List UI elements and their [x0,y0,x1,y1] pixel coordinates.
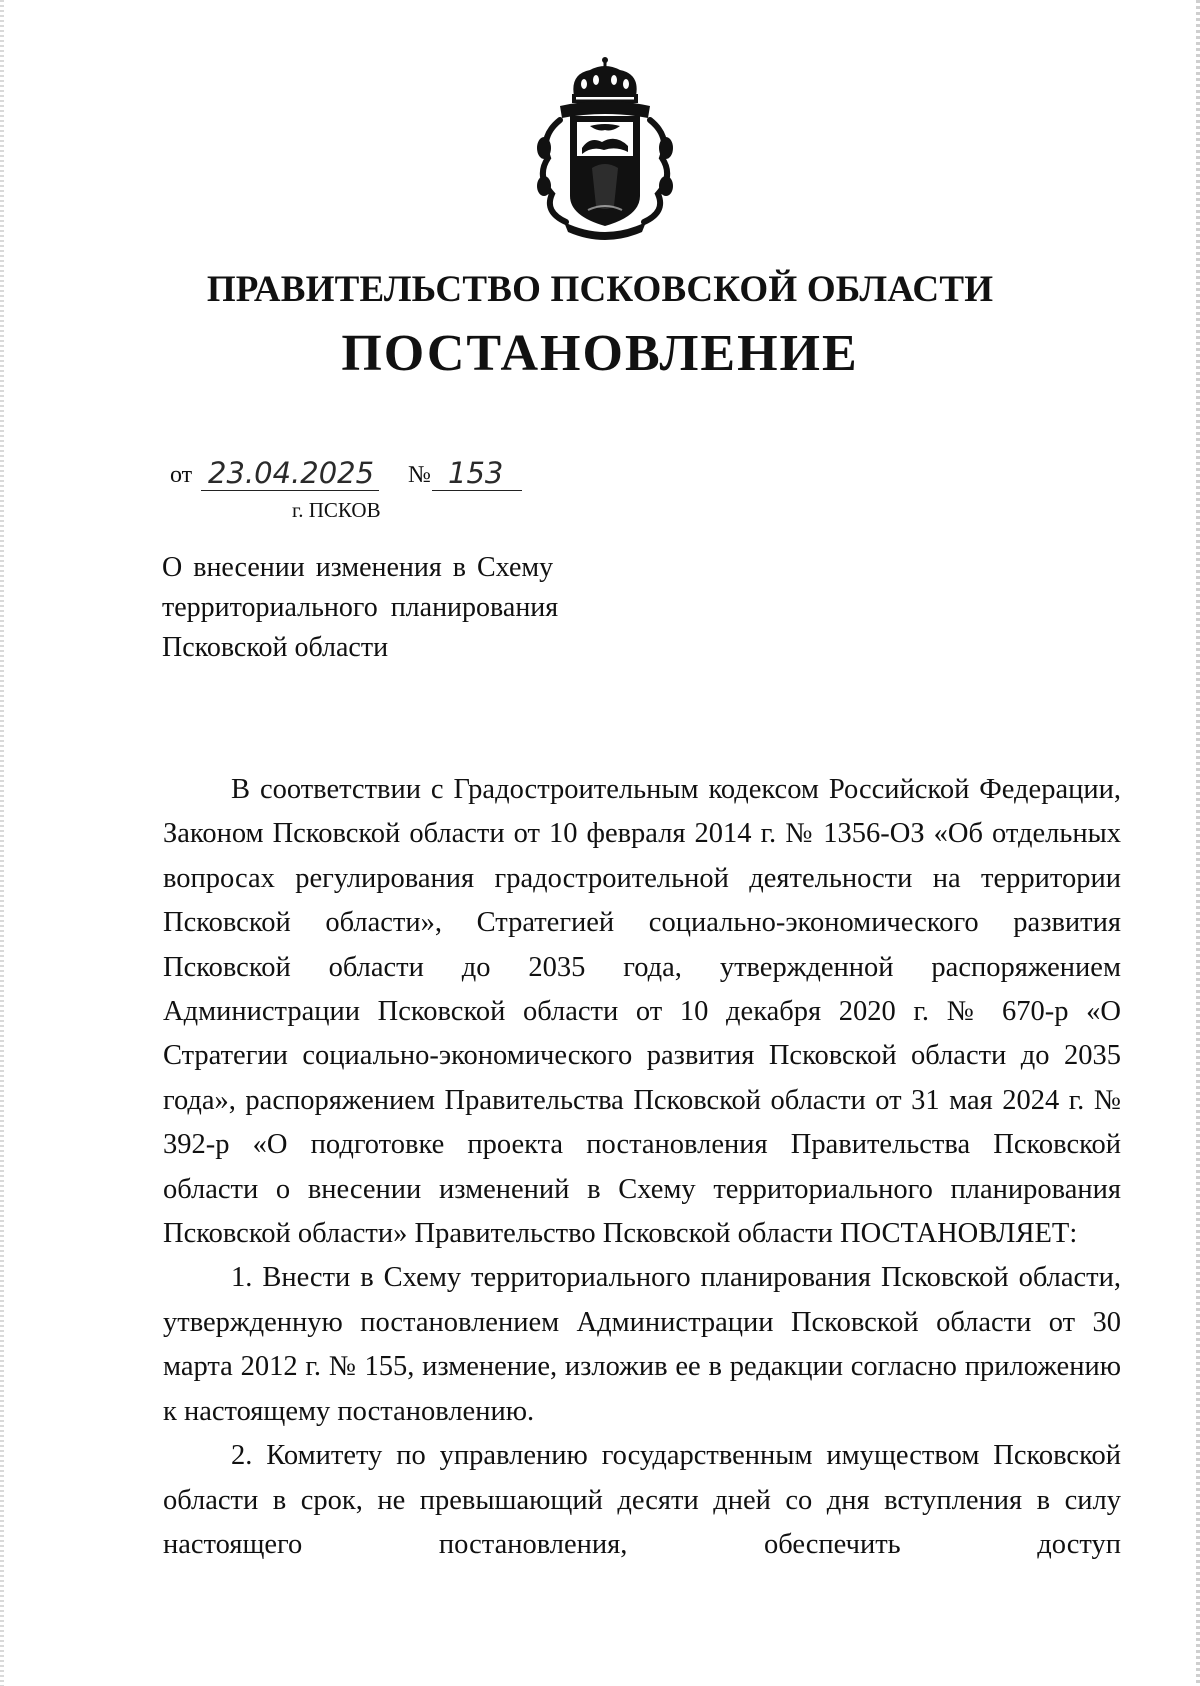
scan-edge-right [1196,0,1200,1686]
scan-edge-left [0,0,4,1686]
clause-1-paragraph: 1. Внести в Схему территориального планирования Псковской области, утвержденную постановлением Администрации Псковской области от 30 марта 2012 г. № 155, изменение, изложив ее в редакции согласно приложению к настоящему постановлению. [163,1262,1121,1427]
subject-line: территориального планирования [162,592,559,623]
document-body [163,768,1121,1567]
document-date: 23.04.2025 [208,456,375,490]
city-label: г. ПСКОВ [292,498,381,522]
intro-paragraph: В соответствии с Градостроительным кодексом Российской Федерации, Законом Псковской области от 10 февраля 2014 г. № 1356-ОЗ «Об отдельных вопросах регулирования градостроительной деятельности на территории Псковской области», Стратегией социально-экономического развития Псковской области до 2035 года, утвержденной распоряжением Администрации Псковской области от 10 декабря 2020 г. № 670-р «О Стратегии социально-экономического развития Псковской области до 2035 года», распоряжением Правительства Псковской области от 31 мая 2024 г. № 392-р «О подготовке проекта постановления Правительства Псковской области о внесении изменений в Схему территориального планирования Псковской области» Правительство Псковской области ПОСТАНОВЛЯЕТ: [163,774,1121,1250]
document-type-title: ПОСТАНОВЛЕНИЕ [341,325,859,382]
date-underline [201,490,379,491]
organization-title: ПРАВИТЕЛЬСТВО ПСКОВСКОЙ ОБЛАСТИ [206,269,994,310]
date-prefix: от [170,462,193,488]
number-underline [432,490,522,491]
document-subject [162,548,662,668]
document-number: 153 [448,456,504,490]
subject-line: Псковской области [162,632,389,663]
clause-2-paragraph: 2. Комитету по управлению государственным имуществом Псковской области в срок, не превышающий десяти дней со дня вступления в силу настоящего постановления, обеспечить доступ [163,1440,1121,1560]
coat-of-arms-icon [530,56,680,242]
subject-line: О внесении изменения в Схему [162,552,554,583]
number-prefix: № [408,462,431,488]
